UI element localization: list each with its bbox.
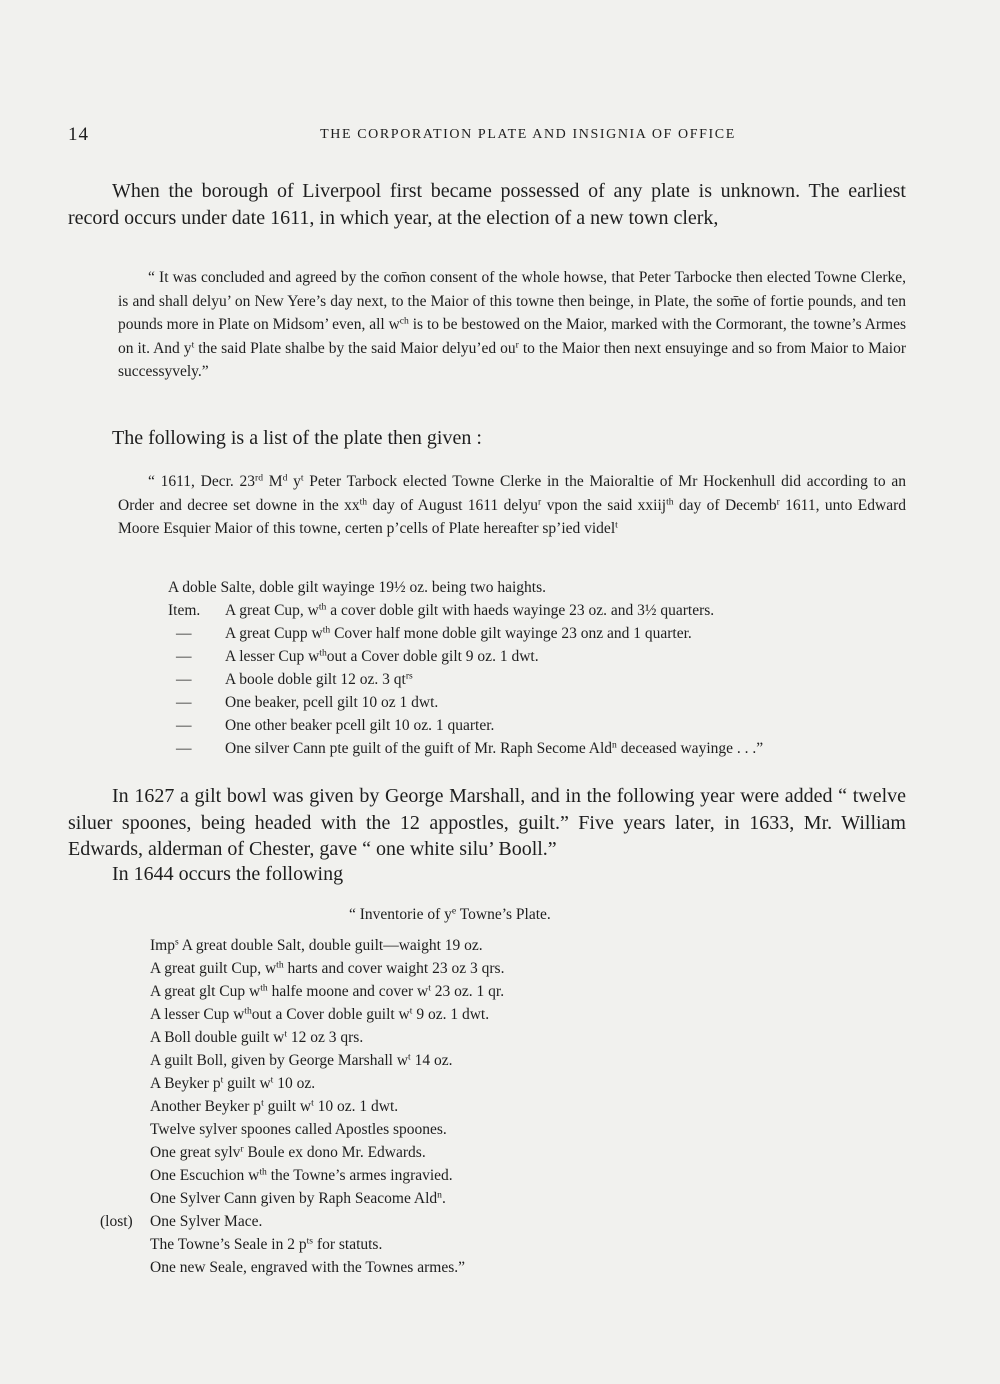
inventory-item-text: One Sylver Mace. bbox=[150, 1213, 263, 1230]
inventory-item bbox=[100, 1049, 800, 1072]
plate-item-text: A lesser Cup $w^{th}out$ a Cover doble gilt 9 oz. 1 dwt. bbox=[225, 647, 539, 665]
paragraph-1644: In 1644 occurs the following bbox=[112, 863, 344, 885]
inventory-item-text: One Escuchion $w^{th}$ the Towne’s armes ingravied. bbox=[150, 1166, 453, 1184]
running-title: THE CORPORATION PLATE AND INSIGNIA OF OFFICE bbox=[320, 127, 736, 142]
inventory-item bbox=[100, 980, 800, 1003]
paragraph-1627-gifts: In 1627 a gilt bowl was given by George Marshall, and in the following year were added “ twelve siluer spoones, being headed with the 12 appostles, guilt.” Five years later, in 1633, Mr. William Edwards, alderman of Chester, gave “ one white silu’ Booll.” bbox=[68, 785, 906, 860]
page-number: 14 bbox=[68, 124, 89, 145]
plate-item-text: One silver Cann pte guilt of the guift of Mr. Raph Secome Ald$^n$ deceased wayinge . . .” bbox=[225, 739, 764, 757]
plate-list-item bbox=[168, 691, 908, 714]
lost-marker: (lost) bbox=[100, 1213, 133, 1230]
inventory-item-text: One new Seale, engraved with the Townes armes.” bbox=[150, 1259, 465, 1276]
plate-list-item bbox=[168, 576, 908, 599]
inventory-item bbox=[100, 1164, 800, 1187]
inventory-item-text: One Sylver Cann given by Raph Seacome Ald$^n$. bbox=[150, 1189, 446, 1207]
plate-item-text: A doble Salte, doble gilt wayinge 19½ oz. being two haights. bbox=[168, 579, 546, 596]
ditto-dash: — bbox=[176, 740, 192, 757]
inventory-item-text: A guilt Boll, given by George Marshall $w^t$ 14 oz. bbox=[150, 1051, 453, 1069]
ditto-dash: — bbox=[176, 694, 192, 711]
inventory-item-text: Another Beyker $p^t$ guilt $w^t$ 10 oz. 1 dwt. bbox=[150, 1097, 399, 1115]
inventory-title: “ Inventorie of $y^e$ Towne’s Plate. bbox=[349, 905, 551, 923]
inventory-item bbox=[100, 1072, 800, 1095]
paragraph-list-intro: The following is a list of the plate then given : bbox=[112, 427, 482, 449]
inventory-item-text: A Beyker $p^t$ guilt $w^t$ 10 oz. bbox=[150, 1074, 316, 1092]
inventory-list bbox=[100, 934, 800, 1279]
plate-item-text: A great Cupp $w^{th}$ Cover half mone doble gilt wayinge 23 onz and 1 quarter. bbox=[225, 624, 692, 642]
inventory-item-text: Imp$^s$ A great double Salt, double guilt—waight 19 oz. bbox=[150, 936, 483, 954]
inventory-item bbox=[100, 1003, 800, 1026]
ditto-dash: — bbox=[176, 671, 192, 688]
quote-town-clerk: “ It was concluded and agreed by the com̄on consent of the whole howse, that Peter Tarbocke then elected Towne Clerke, is and shall delyu’ on New Yere’s day next, to the Maior of this towne then beinge, in Plate, the som̄e of fortie pounds, and ten pounds more in Plate on Midsom’ even, all $w^{ch}$ is to be bestowed on the Maior, marked with the Cormorant, the towne’s Armes on it. And $y^t$ the said Plate shalbe by the said Maior delyu’ed $ou^r$ to the Maior then next ensuyinge and so from Maior to Maior successyvely.” bbox=[118, 269, 906, 380]
page-header bbox=[68, 124, 948, 150]
inventory-item bbox=[100, 957, 800, 980]
ditto-dash: — bbox=[176, 648, 192, 665]
inventory-item bbox=[100, 1187, 800, 1210]
inventory-item bbox=[100, 1141, 800, 1164]
plate-item-text: A boole doble gilt 12 oz. 3 $qt^{rs}$ bbox=[225, 670, 413, 688]
inventory-item bbox=[100, 934, 800, 957]
inventory-item-text: The Towne’s Seale in 2 $p^{ts}$ for statuts. bbox=[150, 1235, 383, 1253]
paragraph-intro: When the borough of Liverpool first became possessed of any plate is unknown. The earliest record occurs under date 1611, in which year, at the election of a new town clerk, bbox=[68, 180, 906, 229]
plate-list-item bbox=[168, 714, 908, 737]
inventory-item-text: A great glt Cup $w^{th}$ halfe moone and cover $w^t$ 23 oz. 1 qr. bbox=[150, 982, 505, 1000]
plate-item-text: One other beaker pcell gilt 10 oz. 1 quarter. bbox=[225, 717, 495, 734]
ditto-dash: — bbox=[176, 717, 192, 734]
inventory-item bbox=[100, 1256, 800, 1279]
plate-list-item bbox=[168, 668, 908, 691]
plate-list-item bbox=[168, 645, 908, 668]
plate-list-item bbox=[168, 599, 908, 622]
plate-list-item bbox=[168, 737, 908, 760]
ditto-dash: — bbox=[176, 625, 192, 642]
inventory-item bbox=[100, 1210, 800, 1233]
inventory-item bbox=[100, 1095, 800, 1118]
inventory-item-text: A Boll double guilt $w^t$ 12 oz 3 qrs. bbox=[150, 1028, 364, 1046]
inventory-item-text: Twelve sylver spoones called Apostles spoones. bbox=[150, 1121, 447, 1138]
inventory-item bbox=[100, 1026, 800, 1049]
plate-item-text: One beaker, pcell gilt 10 oz 1 dwt. bbox=[225, 694, 439, 711]
inventory-item bbox=[100, 1118, 800, 1141]
inventory-item-text: A lesser Cup $w^{th}out$ a Cover doble guilt $w^t$ 9 oz. 1 dwt. bbox=[150, 1005, 490, 1023]
inventory-item-text: One great sylv$^r$ Boule ex dono Mr. Edwards. bbox=[150, 1143, 426, 1161]
quote-1611-record: “ 1611, Decr. 23rd $M^d$ $y^t$ Peter Tarbock elected Towne Clerke in the Maioraltie of Mr Hockenhull did according to an Order and decree set downe in the $xx^{th}$ day of August 1611 delyu$^r$ vpon the said xxiij$^{th}$ day of Decemb$^r$ 1611, unto Edward Moore Esquier Maior of this towne, certen p’cells of Plate hereafter sp’ied videl$^t$ bbox=[118, 472, 906, 537]
plate-list bbox=[168, 576, 908, 760]
item-label: Item. bbox=[168, 602, 201, 619]
plate-list-item bbox=[168, 622, 908, 645]
inventory-item-text: A great guilt Cup, $w^{th}$ harts and cover waight 23 oz 3 qrs. bbox=[150, 959, 505, 977]
inventory-item bbox=[100, 1233, 800, 1256]
plate-item-text: A great Cup, $w^{th}$ a cover doble gilt with haeds wayinge 23 oz. and 3½ quarters. bbox=[225, 601, 715, 619]
